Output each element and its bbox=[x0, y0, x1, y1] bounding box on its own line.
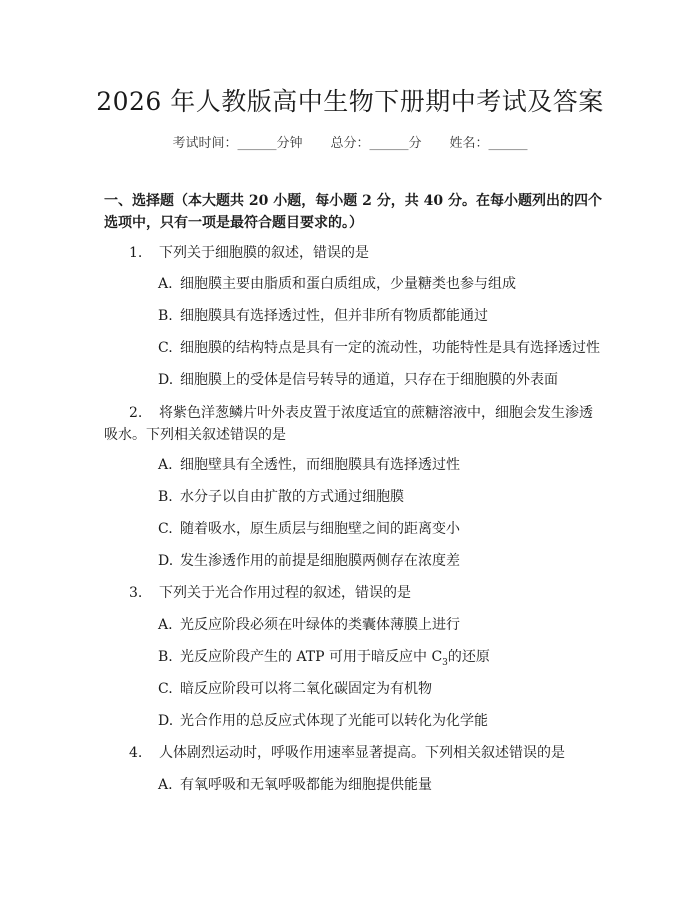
option-text: 暗反应阶段可以将二氧化碳固定为有机物 bbox=[180, 681, 432, 697]
question-1-option-a bbox=[158, 274, 608, 295]
question-3-stem bbox=[104, 583, 604, 604]
option-text: 细胞膜具有选择透过性，但并非所有物质都能通过 bbox=[180, 308, 488, 324]
question-text: 将紫色洋葱鳞片叶外表皮置于浓度适宜的蔗糖溶液中，细胞会发生渗透吸水。下列相关叙述错误的是 bbox=[104, 405, 593, 443]
option-label: C. bbox=[158, 521, 173, 537]
option-text: 细胞膜上的受体是信号转导的通道，只存在于细胞膜的外表面 bbox=[180, 372, 558, 388]
option-text: 光反应阶段必须在叶绿体的类囊体薄膜上进行 bbox=[180, 617, 460, 633]
option-label: B. bbox=[158, 489, 173, 505]
question-2-option-c bbox=[158, 519, 608, 540]
section-heading: 一、选择题（本大题共 20 小题，每小题 2 分，共 40 分。在每小题列出的四个选项中，只有一项是最符合题目要求的。） bbox=[104, 193, 602, 231]
question-3-option-b bbox=[158, 647, 608, 674]
option-label: D. bbox=[158, 372, 174, 388]
option-label: B. bbox=[158, 308, 173, 324]
question-number: 1. bbox=[129, 245, 143, 261]
option-text: 细胞膜的结构特点是具有一定的流动性，功能特性是具有选择透过性 bbox=[180, 340, 600, 356]
question-number: 4. bbox=[129, 745, 143, 761]
option-text-tail: 的还原 bbox=[447, 649, 490, 665]
question-2-option-b bbox=[158, 487, 608, 508]
option-text: 细胞膜主要由脂质和蛋白质组成，少量糖类也参与组成 bbox=[180, 276, 516, 292]
question-4-option-a bbox=[158, 775, 608, 796]
option-text bbox=[180, 649, 490, 668]
question-text: 下列关于光合作用过程的叙述，错误的是 bbox=[159, 585, 411, 601]
question-text: 下列关于细胞膜的叙述，错误的是 bbox=[159, 245, 369, 261]
question-text: 人体剧烈运动时，呼吸作用速率显著提高。下列相关叙述错误的是 bbox=[159, 745, 565, 761]
student-name-field: 姓名：______ bbox=[449, 136, 528, 151]
question-1-option-d bbox=[158, 370, 608, 391]
question-number: 2. bbox=[129, 405, 143, 421]
option-label: B. bbox=[158, 649, 173, 665]
option-label: A. bbox=[158, 777, 173, 793]
page-title: 2026 年人教版高中生物下册期中考试及答案 bbox=[96, 87, 604, 116]
option-label: A. bbox=[158, 276, 173, 292]
option-text-main: 光反应阶段产生的 ATP 可用于暗反应中 C bbox=[180, 649, 443, 665]
option-label: D. bbox=[158, 713, 174, 729]
question-3-option-d bbox=[158, 711, 608, 732]
exam-meta bbox=[0, 132, 700, 151]
question-3-option-a bbox=[158, 615, 608, 636]
question-1-option-b bbox=[158, 306, 608, 327]
option-text: 细胞壁具有全透性，而细胞膜具有选择透过性 bbox=[180, 457, 460, 473]
total-score-field: 总分：______分 bbox=[330, 136, 422, 151]
option-label: A. bbox=[158, 457, 173, 473]
option-text: 有氧呼吸和无氧呼吸都能为细胞提供能量 bbox=[180, 777, 432, 793]
question-2-option-a bbox=[158, 455, 608, 476]
option-label: C. bbox=[158, 681, 173, 697]
option-label: A. bbox=[158, 617, 173, 633]
option-label: C. bbox=[158, 340, 173, 356]
question-1-stem bbox=[104, 243, 604, 264]
option-label: D. bbox=[158, 553, 174, 569]
question-3-option-c bbox=[158, 679, 608, 700]
option-text: 发生渗透作用的前提是细胞膜两侧存在浓度差 bbox=[180, 553, 460, 569]
question-1-option-c bbox=[158, 338, 608, 359]
question-2-option-d bbox=[158, 551, 608, 572]
subscript: 3 bbox=[442, 657, 448, 668]
question-number: 3. bbox=[129, 585, 143, 601]
option-text: 随着吸水，原生质层与细胞壁之间的距离变小 bbox=[180, 521, 460, 537]
question-2-stem bbox=[104, 402, 604, 446]
question-4-stem bbox=[104, 743, 604, 764]
option-text: 光合作用的总反应式体现了光能可以转化为化学能 bbox=[180, 713, 488, 729]
option-text: 水分子以自由扩散的方式通过细胞膜 bbox=[180, 489, 404, 505]
exam-time-field: 考试时间：______分钟 bbox=[172, 136, 303, 151]
